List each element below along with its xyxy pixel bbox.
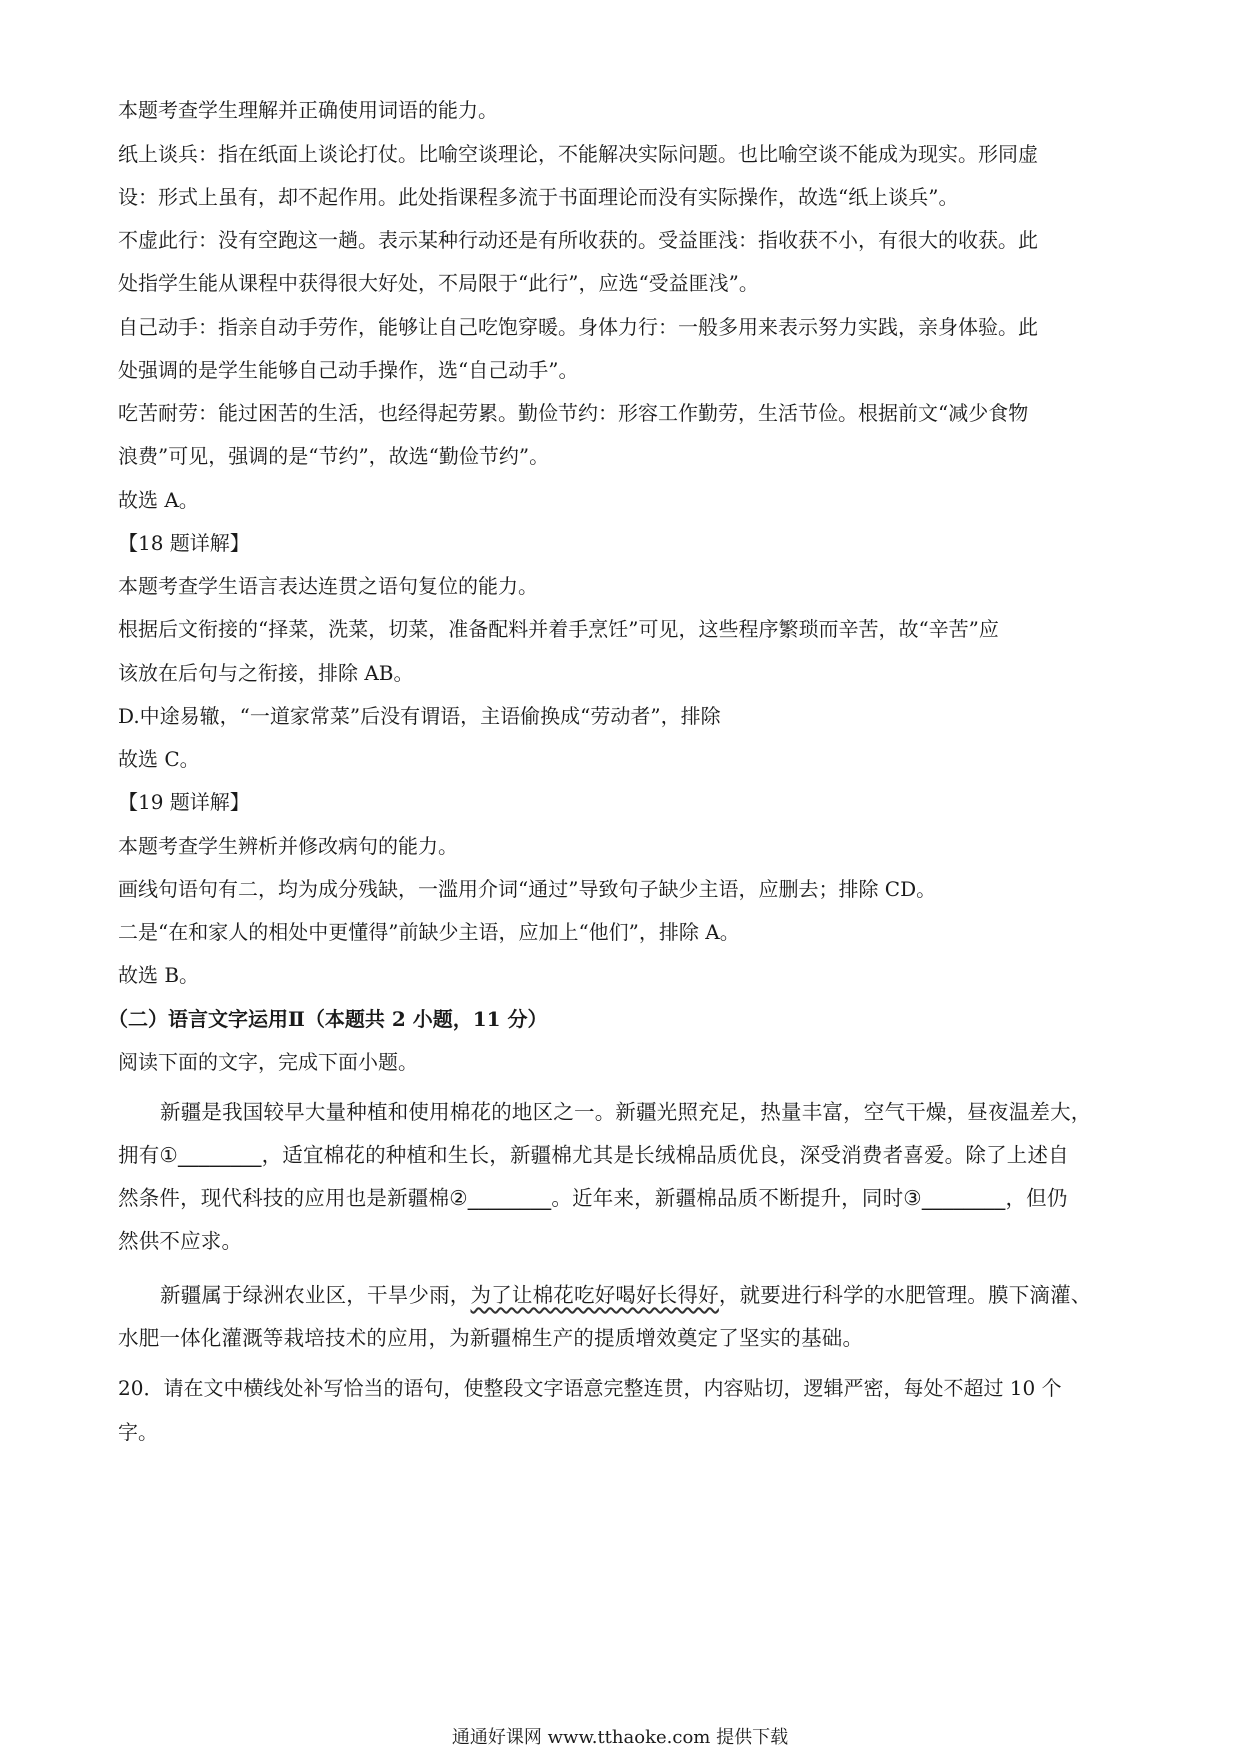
underlined-phrase: 为了让棉花吃好喝好长得好 [470, 1283, 719, 1307]
page-footer: 通通好课网 www.tthaoke.com 提供下载 [451, 1727, 789, 1748]
passage2-line: 水肥一体化灌溉等栽培技术的应用，为新疆棉生产的提质增效奠定了坚实的基础。 [118, 1326, 864, 1350]
passage2-before: 新疆属于绿洲农业区，干旱少雨， [160, 1283, 471, 1307]
text-line: 故选 C。 [118, 747, 200, 771]
text-line: 本题考查学生理解并正确使用词语的能力。 [118, 98, 498, 122]
text-line: 吃苦耐劳：能过困苦的生活，也经得起劳累。勤俭节约：形容工作勤劳，生活节俭。根据前文“减少食物 [118, 401, 1029, 425]
text-line: 处强调的是学生能够自己动手操作，选“自己动手”。 [118, 358, 579, 382]
text-line: 该放在后句与之衔接，排除 AB。 [118, 661, 414, 685]
section-heading: （二）语言文字运用Ⅱ（本题共 2 小题，11 分） [108, 1007, 548, 1031]
text-line: 不虚此行：没有空跑这一趟。表示某种行动还是有所收获的。受益匪浅：指收获不小，有很大的收获。此 [118, 228, 1038, 252]
passage-line: 新疆是我国较早大量种植和使用棉花的地区之一。新疆光照充足，热量丰富，空气干燥，昼夜温差大， [160, 1100, 1092, 1124]
text-line: 纸上谈兵：指在纸面上谈论打仗。比喻空谈理论，不能解决实际问题。也比喻空谈不能成为现实。形同虚 [118, 142, 1038, 166]
passage-line: 拥有①________，适宜棉花的种植和生长，新疆棉尤其是长绒棉品质优良，深受消费者喜爱。除了上述自 [118, 1143, 1069, 1167]
text-line: 处指学生能从课程中获得很大好处，不局限于“此行”，应选“受益匪浅”。 [118, 271, 759, 295]
subheading: 【18 题详解】 [118, 531, 250, 555]
passage2-after: ，就要进行科学的水肥管理。膜下滴灌、 [718, 1283, 1092, 1307]
text-line: 画线句语句有二，均为成分残缺，一滥用介词“通过”导致句子缺少主语，应删去；排除 CD。 [118, 877, 937, 901]
text-line: 本题考查学生辨析并修改病句的能力。 [118, 834, 458, 858]
text-line: 本题考查学生语言表达连贯之语句复位的能力。 [118, 574, 538, 598]
text-line: 故选 A。 [118, 488, 199, 512]
text-line: 故选 B。 [118, 963, 200, 987]
text-line: D.中途易辙，“一道家常菜”后没有谓语，主语偷换成“劳动者”，排除 [118, 704, 721, 728]
question-line: 20．请在文中横线处补写恰当的语句，使整段文字语意完整连贯，内容贴切，逻辑严密，每处不超过 10 个 [118, 1376, 1062, 1400]
passage-line: 然供不应求。 [118, 1229, 243, 1253]
passage2-line [160, 1281, 1092, 1309]
text-line: 二是“在和家人的相处中更懂得”前缺少主语，应加上“他们”，排除 A。 [118, 920, 740, 944]
subheading: 【19 题详解】 [118, 790, 250, 814]
passage-line: 然条件，现代科技的应用也是新疆棉②________。近年来，新疆棉品质不断提升，同时③________，但仍 [118, 1186, 1068, 1210]
text-line: 自己动手：指亲自动手劳作，能够让自己吃饱穿暖。身体力行：一般多用来表示努力实践，亲身体验。此 [118, 315, 1038, 339]
text-line: 根据后文衔接的“择菜，洗菜，切菜，准备配料并着手烹饪”可见，这些程序繁琐而辛苦，故“辛苦”应 [118, 617, 999, 641]
text-line: 浪费”可见，强调的是“节约”，故选“勤俭节约”。 [118, 444, 550, 468]
instruction: 阅读下面的文字，完成下面小题。 [118, 1050, 418, 1074]
text-line: 设：形式上虽有，却不起作用。此处指课程多流于书面理论而没有实际操作，故选“纸上谈兵”。 [118, 185, 959, 209]
question-line: 字。 [118, 1420, 158, 1444]
